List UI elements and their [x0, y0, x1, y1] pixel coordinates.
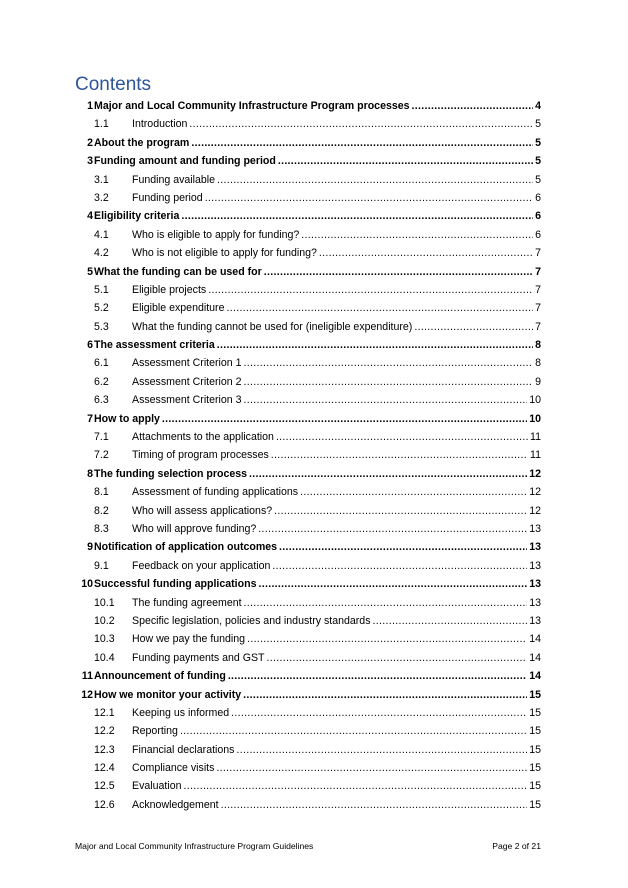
toc-entry[interactable] — [75, 281, 541, 299]
toc-entry-number: 6.2 — [94, 375, 109, 388]
toc-entry-title: Assessment of funding applications — [132, 486, 299, 499]
toc-entry-line — [132, 428, 541, 446]
toc-entry[interactable] — [75, 741, 541, 759]
toc-entry-line — [132, 483, 541, 501]
toc-entry-number: 1 — [87, 100, 93, 112]
toc-dot-leader — [236, 741, 527, 759]
toc-dot-leader — [267, 649, 528, 667]
toc-entry-line — [132, 777, 541, 795]
toc-entry-line — [132, 741, 541, 759]
toc-dot-leader — [249, 465, 527, 483]
toc-entry[interactable] — [75, 612, 541, 630]
toc-entry-number: 8.3 — [94, 522, 109, 535]
toc-entry-page: 7 — [535, 265, 541, 278]
toc-entry[interactable] — [75, 152, 541, 170]
table-of-contents — [75, 97, 541, 814]
toc-entry-page: 5 — [535, 173, 541, 186]
toc-entry-title: Keeping us informed — [132, 706, 230, 719]
toc-entry[interactable] — [75, 354, 541, 372]
toc-entry-number: 3.2 — [94, 191, 109, 204]
toc-dot-leader — [258, 520, 527, 538]
toc-entry-number: 4.1 — [94, 228, 109, 241]
toc-entry-page: 6 — [535, 191, 541, 204]
toc-entry-number: 10.2 — [94, 614, 115, 627]
toc-dot-leader — [221, 796, 528, 814]
toc-entry-page: 12 — [529, 467, 541, 480]
toc-entry-title: Notification of application outcomes — [94, 541, 278, 554]
toc-entry[interactable] — [75, 575, 541, 593]
toc-entry-number: 7.2 — [94, 449, 109, 462]
toc-entry[interactable] — [75, 722, 541, 740]
toc-entry-number: 12 — [81, 688, 93, 701]
toc-entry-line — [132, 594, 541, 612]
toc-entry-page: 14 — [529, 670, 541, 683]
toc-entry-number: 6.1 — [94, 357, 109, 370]
toc-entry-line — [132, 373, 541, 391]
toc-dot-leader — [208, 281, 533, 299]
toc-dot-leader — [373, 612, 528, 630]
toc-entry[interactable] — [75, 796, 541, 814]
page-title: Contents — [75, 74, 152, 95]
toc-entry-title: Funding available — [132, 173, 216, 186]
toc-entry-page: 8 — [535, 339, 541, 352]
toc-entry-page: 8 — [535, 357, 541, 370]
toc-dot-leader — [264, 263, 533, 281]
toc-entry-number: 12.4 — [94, 762, 115, 775]
toc-entry-page: 12 — [529, 486, 541, 499]
toc-entry-number: 4.2 — [94, 247, 109, 260]
toc-dot-leader — [279, 538, 527, 556]
toc-entry-number: 12.2 — [94, 725, 115, 738]
toc-entry-page: 13 — [529, 596, 541, 609]
toc-entry-number: 5.1 — [94, 283, 109, 296]
toc-entry-line — [132, 520, 541, 538]
toc-entry[interactable] — [75, 483, 541, 501]
toc-entry-number: 3 — [87, 155, 93, 168]
toc-dot-leader — [272, 557, 527, 575]
toc-dot-leader — [180, 722, 527, 740]
toc-entry-title: Who is eligible to apply for funding? — [132, 228, 300, 241]
toc-entry[interactable] — [75, 391, 541, 409]
toc-entry[interactable] — [75, 465, 541, 483]
toc-entry-page: 15 — [529, 688, 541, 701]
toc-entry-title: What the funding cannot be used for (ineligible expenditure) — [132, 320, 413, 333]
toc-entry-number: 8 — [87, 467, 93, 480]
toc-entry-number: 10.1 — [94, 596, 115, 609]
toc-entry-title: Eligible expenditure — [132, 302, 225, 315]
toc-entry[interactable] — [75, 263, 541, 281]
toc-entry-line — [94, 686, 541, 704]
toc-entry-line — [132, 189, 541, 207]
toc-entry[interactable] — [75, 777, 541, 795]
toc-entry-page: 14 — [529, 633, 541, 646]
toc-entry-line — [94, 336, 541, 354]
footer-page-number: Page 2 of 21 — [492, 841, 541, 851]
toc-entry-line — [94, 263, 541, 281]
toc-entry-page: 15 — [529, 762, 541, 775]
toc-entry-title: The funding selection process — [94, 467, 248, 480]
toc-entry[interactable] — [75, 97, 541, 115]
toc-entry-line — [132, 796, 541, 814]
footer-document-title: Major and Local Community Infrastructure Program Guidelines — [75, 841, 314, 851]
toc-entry[interactable] — [75, 557, 541, 575]
toc-entry-page: 15 — [529, 798, 541, 811]
toc-entry-title: Financial declarations — [132, 743, 235, 756]
toc-entry-line — [94, 538, 541, 556]
toc-entry-page: 13 — [529, 522, 541, 535]
toc-dot-leader — [181, 207, 533, 225]
toc-entry-page: 6 — [535, 228, 541, 241]
toc-dot-leader — [414, 318, 533, 336]
toc-entry-page: 15 — [529, 743, 541, 756]
toc-entry-title: Timing of program processes — [132, 449, 269, 462]
toc-entry[interactable] — [75, 373, 541, 391]
toc-dot-leader — [274, 502, 527, 520]
toc-entry-number: 1.1 — [94, 118, 109, 131]
toc-dot-leader — [231, 704, 527, 722]
toc-entry-number: 9.1 — [94, 559, 109, 572]
toc-dot-leader — [244, 594, 528, 612]
toc-dot-leader — [217, 171, 533, 189]
toc-entry-number: 5.2 — [94, 302, 109, 315]
toc-dot-leader — [278, 152, 533, 170]
toc-dot-leader — [319, 244, 533, 262]
toc-dot-leader — [247, 630, 527, 648]
toc-entry-title: The assessment criteria — [94, 339, 215, 352]
toc-dot-leader — [412, 97, 534, 115]
toc-entry[interactable] — [75, 171, 541, 189]
toc-entry-page: 5 — [535, 136, 541, 149]
toc-dot-leader — [226, 299, 533, 317]
toc-entry-line — [132, 226, 541, 244]
toc-entry-title: Evaluation — [132, 780, 182, 793]
toc-entry-title: Specific legislation, policies and industry standards — [132, 614, 371, 627]
toc-entry-page: 10 — [529, 412, 541, 425]
toc-entry-line — [132, 171, 541, 189]
toc-entry-page: 10 — [529, 394, 541, 407]
toc-entry-number: 6 — [87, 339, 93, 352]
toc-entry-page: 13 — [529, 559, 541, 572]
toc-entry[interactable] — [75, 189, 541, 207]
toc-entry-line — [132, 115, 541, 133]
toc-entry-page: 12 — [529, 504, 541, 517]
toc-entry[interactable] — [75, 318, 541, 336]
toc-entry-line — [94, 667, 541, 685]
toc-entry[interactable] — [75, 686, 541, 704]
toc-entry-title: What the funding can be used for — [94, 265, 262, 278]
toc-entry-title: Funding amount and funding period — [94, 155, 276, 168]
toc-entry-title: Introduction — [132, 118, 188, 131]
toc-entry[interactable] — [75, 299, 541, 317]
toc-entry[interactable] — [75, 115, 541, 133]
toc-dot-leader — [301, 226, 533, 244]
toc-entry-page: 7 — [535, 302, 541, 315]
toc-entry-title: Major and Local Community Infrastructure Program processes — [94, 100, 410, 112]
toc-dot-leader — [244, 373, 534, 391]
toc-entry-title: Who will approve funding? — [132, 522, 257, 535]
toc-dot-leader — [300, 483, 527, 501]
toc-entry-line — [132, 281, 541, 299]
toc-entry-line — [132, 244, 541, 262]
toc-dot-leader — [244, 354, 534, 372]
toc-entry-page: 7 — [535, 247, 541, 260]
toc-entry-line — [132, 557, 541, 575]
toc-entry[interactable] — [75, 704, 541, 722]
toc-entry[interactable] — [75, 630, 541, 648]
toc-entry-line — [132, 612, 541, 630]
toc-entry-title: How to apply — [94, 412, 160, 425]
toc-entry-page: 14 — [529, 651, 541, 664]
toc-entry-page: 9 — [535, 375, 541, 388]
toc-entry[interactable] — [75, 410, 541, 428]
toc-entry-number: 7 — [87, 412, 93, 425]
toc-entry-number: 10.3 — [94, 633, 115, 646]
toc-entry[interactable] — [75, 336, 541, 354]
toc-dot-leader — [191, 134, 533, 152]
toc-entry[interactable] — [75, 594, 541, 612]
toc-entry-title: How we monitor your activity — [94, 688, 242, 701]
toc-entry[interactable] — [75, 207, 541, 225]
toc-entry-title: Assessment Criterion 3 — [132, 394, 242, 407]
toc-dot-leader — [228, 667, 527, 685]
toc-entry[interactable] — [75, 446, 541, 464]
toc-entry-title: About the program — [94, 136, 190, 149]
toc-entry-title: Announcement of funding — [94, 670, 226, 683]
toc-dot-leader — [271, 446, 528, 464]
toc-entry-title: Eligible projects — [132, 283, 207, 296]
toc-entry-line — [94, 152, 541, 170]
toc-entry-page: 7 — [535, 320, 541, 333]
toc-entry-line — [132, 630, 541, 648]
toc-entry-number: 8.1 — [94, 486, 109, 499]
toc-entry-page: 11 — [530, 431, 541, 444]
toc-entry-page: 6 — [535, 210, 541, 223]
toc-entry-line — [132, 704, 541, 722]
toc-entry-number: 11 — [81, 670, 93, 683]
toc-entry-line — [132, 354, 541, 372]
toc-entry-title: Feedback on your application — [132, 559, 271, 572]
toc-entry-page: 5 — [535, 118, 541, 131]
toc-dot-leader — [216, 759, 527, 777]
toc-entry[interactable] — [75, 538, 541, 556]
toc-entry-number: 8.2 — [94, 504, 109, 517]
toc-dot-leader — [217, 336, 533, 354]
toc-entry-line — [94, 207, 541, 225]
toc-entry-title: Compliance visits — [132, 762, 215, 775]
toc-entry-number: 10.4 — [94, 651, 115, 664]
toc-entry-number: 12.5 — [94, 780, 115, 793]
toc-entry-line — [132, 446, 541, 464]
toc-entry-number: 10 — [81, 578, 93, 591]
toc-entry-line — [132, 649, 541, 667]
toc-dot-leader — [276, 428, 528, 446]
toc-entry-line — [132, 391, 541, 409]
toc-entry-title: Eligibility criteria — [94, 210, 180, 223]
toc-dot-leader — [244, 391, 528, 409]
toc-entry-page: 5 — [535, 155, 541, 168]
toc-entry[interactable] — [75, 226, 541, 244]
toc-entry-number: 4 — [87, 210, 93, 223]
toc-entry-title: Reporting — [132, 725, 178, 738]
toc-entry-title: Acknowledgement — [132, 798, 219, 811]
toc-dot-leader — [258, 575, 527, 593]
toc-entry-title: Attachments to the application — [132, 431, 274, 444]
toc-entry[interactable] — [75, 134, 541, 152]
toc-dot-leader — [189, 115, 533, 133]
toc-entry-title: Who will assess applications? — [132, 504, 273, 517]
toc-entry-title: Successful funding applications — [94, 578, 257, 591]
toc-entry-title: The funding agreement — [132, 596, 242, 609]
toc-entry-title: How we pay the funding — [132, 633, 246, 646]
toc-entry-page: 13 — [529, 578, 541, 591]
toc-entry-line — [94, 410, 541, 428]
toc-entry[interactable] — [75, 520, 541, 538]
toc-dot-leader — [183, 777, 527, 795]
toc-entry-line — [132, 318, 541, 336]
toc-entry-title: Assessment Criterion 2 — [132, 375, 242, 388]
toc-entry[interactable] — [75, 667, 541, 685]
toc-entry-number: 6.3 — [94, 394, 109, 407]
toc-entry-line — [132, 759, 541, 777]
toc-entry-number: 12.3 — [94, 743, 115, 756]
toc-entry-title: Assessment Criterion 1 — [132, 357, 242, 370]
toc-entry-title: Funding period — [132, 191, 203, 204]
toc-entry-number: 12.6 — [94, 798, 115, 811]
toc-entry-number: 12.1 — [94, 706, 115, 719]
toc-entry-number: 7.1 — [94, 431, 109, 444]
toc-entry-line — [132, 722, 541, 740]
toc-entry[interactable] — [75, 502, 541, 520]
toc-entry[interactable] — [75, 428, 541, 446]
toc-entry-page: 15 — [529, 706, 541, 719]
toc-entry-page: 15 — [529, 780, 541, 793]
toc-entry-page: 7 — [535, 283, 541, 296]
toc-entry-title: Who is not eligible to apply for funding? — [132, 247, 317, 260]
toc-entry-number: 5.3 — [94, 320, 109, 333]
toc-entry-line — [132, 299, 541, 317]
toc-entry-page: 15 — [529, 725, 541, 738]
toc-entry-line — [94, 134, 541, 152]
toc-dot-leader — [243, 686, 527, 704]
toc-entry-line — [94, 465, 541, 483]
toc-dot-leader — [162, 410, 527, 428]
toc-entry-page: 13 — [529, 541, 541, 554]
toc-entry-page: 11 — [530, 449, 541, 462]
toc-entry-page: 4 — [535, 100, 541, 112]
toc-entry[interactable] — [75, 759, 541, 777]
toc-entry-number: 3.1 — [94, 173, 109, 186]
toc-entry[interactable] — [75, 649, 541, 667]
toc-entry-line — [132, 502, 541, 520]
toc-dot-leader — [205, 189, 533, 207]
toc-entry-page: 13 — [529, 614, 541, 627]
toc-entry-number: 2 — [87, 136, 93, 149]
toc-entry-number: 5 — [87, 265, 93, 278]
toc-entry-line — [94, 97, 541, 115]
toc-entry-title: Funding payments and GST — [132, 651, 265, 664]
toc-entry-number: 9 — [87, 541, 93, 554]
toc-entry-line — [94, 575, 541, 593]
toc-entry[interactable] — [75, 244, 541, 262]
